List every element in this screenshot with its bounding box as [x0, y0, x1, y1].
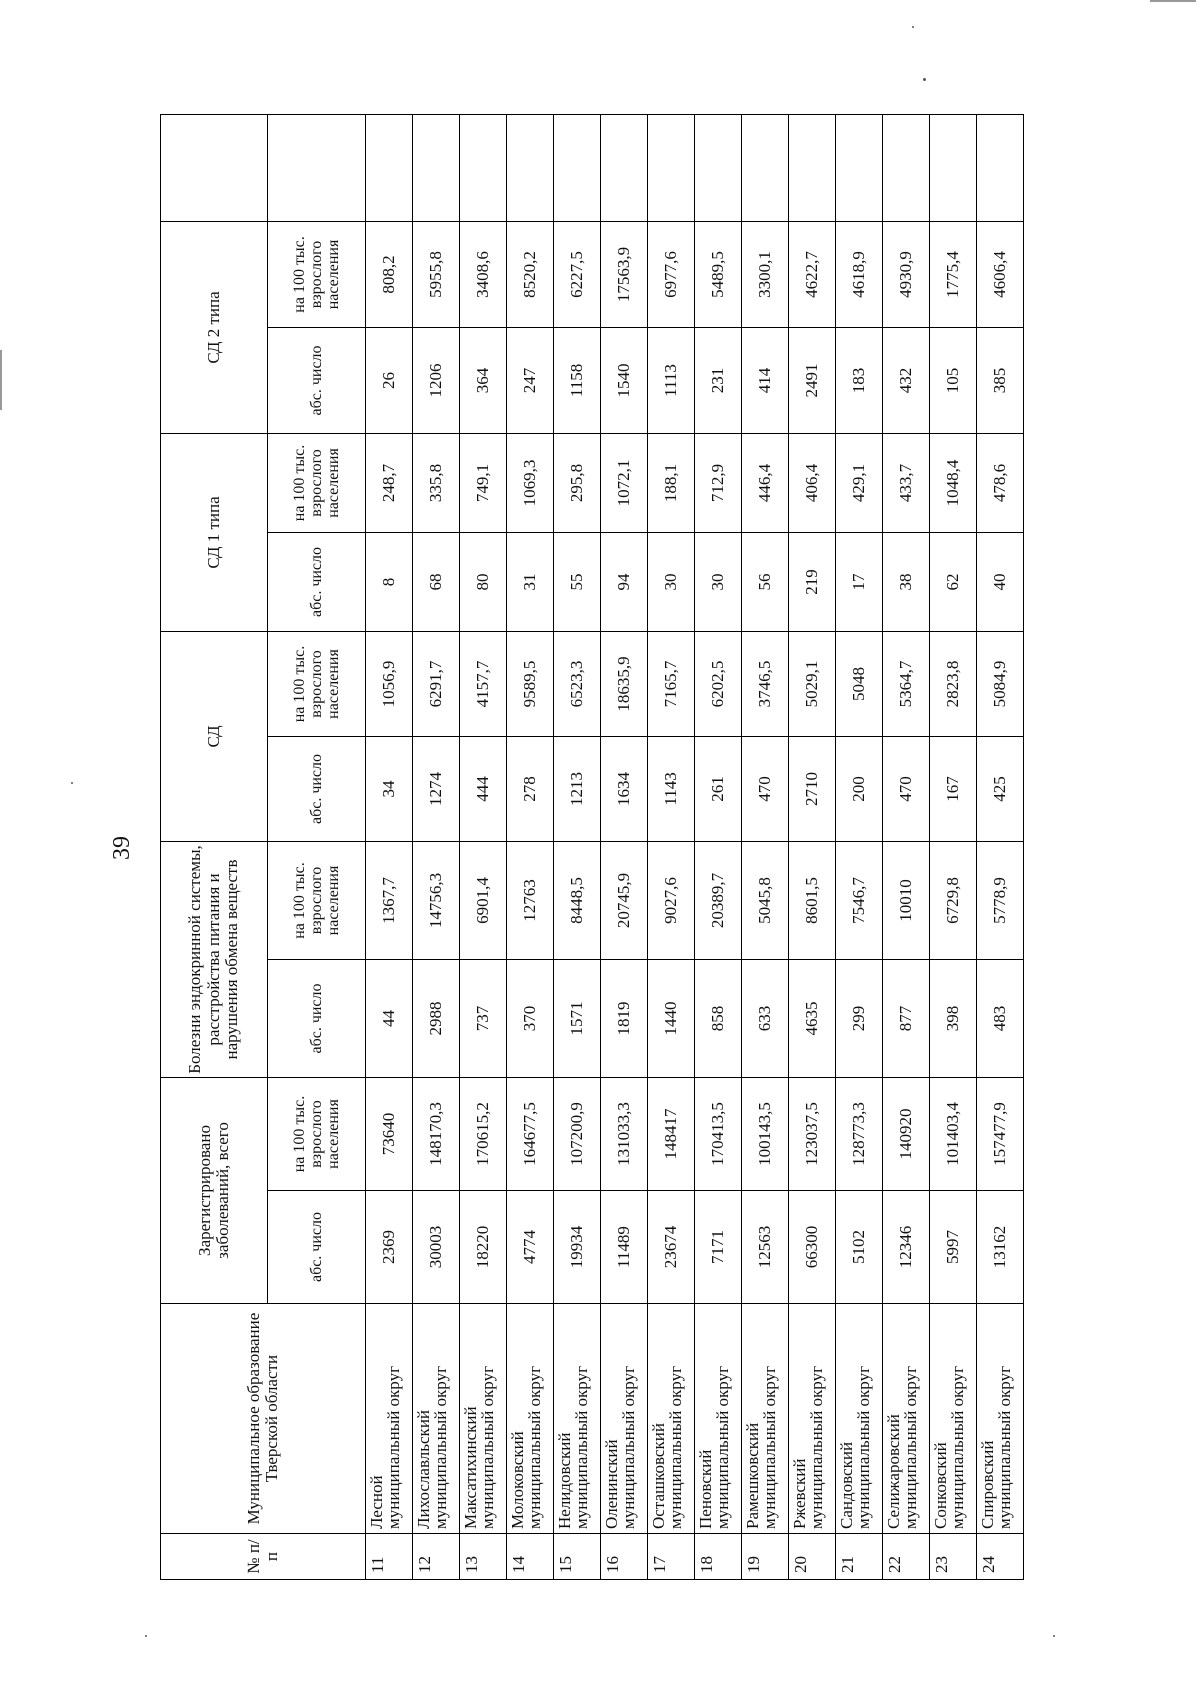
cell-sd2-abs: 231 [695, 327, 742, 433]
cell-blank [695, 114, 742, 221]
cell-sd-100: 5029,1 [789, 631, 836, 736]
cell-sd1-abs: 94 [601, 532, 648, 631]
municipality-name-line2: муниципальный округ [854, 1365, 873, 1529]
cell-reg-abs: 5997 [930, 1191, 977, 1304]
cell-sd2-100: 3300,1 [742, 221, 789, 327]
cell-end-100: 20389,7 [695, 841, 742, 959]
cell-reg-100: 148170,3 [413, 1077, 460, 1190]
cell-blank [554, 114, 601, 221]
municipality-name-line2: муниципальный округ [525, 1365, 544, 1529]
cell-reg-abs: 7171 [695, 1191, 742, 1304]
cell-sd-abs: 1634 [601, 736, 648, 841]
row-number: 20 [789, 1534, 836, 1580]
row-number: 21 [836, 1534, 883, 1580]
cell-sd1-abs: 80 [460, 532, 507, 631]
cell-reg-100: 164677,5 [507, 1077, 554, 1190]
header-endocrine: Болезни эндокринной системы, расстройства питания и нарушения обмена веществ [161, 841, 268, 1077]
cell-reg-abs: 23674 [648, 1191, 695, 1304]
municipality-name-line1: Максатихинский [461, 1406, 480, 1529]
cell-sd2-abs: 414 [742, 327, 789, 433]
cell-end-abs: 44 [366, 959, 413, 1077]
municipality-name-line2: муниципальный округ [431, 1365, 450, 1529]
cell-sd-100: 5084,9 [977, 631, 1024, 736]
cell-end-100: 10010 [883, 841, 930, 959]
municipality-name-line1: Молоковский [508, 1431, 527, 1529]
cell-reg-abs: 4774 [507, 1191, 554, 1304]
cell-reg-100: 157477,9 [977, 1077, 1024, 1190]
cell-blank [977, 114, 1024, 221]
cell-sd2-abs: 385 [977, 327, 1024, 433]
cell-sd-100: 5048 [836, 631, 883, 736]
table-row [601, 114, 648, 1579]
municipality-name [648, 1304, 695, 1534]
cell-sd1-abs: 62 [930, 532, 977, 631]
cell-sd1-100: 1048,4 [930, 433, 977, 532]
cell-sd1-100: 406,4 [789, 433, 836, 532]
cell-sd2-100: 6977,6 [648, 221, 695, 327]
cell-blank [789, 114, 836, 221]
table-row [366, 114, 413, 1579]
cell-reg-100: 101403,4 [930, 1077, 977, 1190]
cell-end-100: 5778,9 [977, 841, 1024, 959]
cell-sd2-abs: 1206 [413, 327, 460, 433]
municipality-name-line1: Ржевский [790, 1458, 809, 1529]
cell-reg-100: 100143,5 [742, 1077, 789, 1190]
cell-end-100: 5045,8 [742, 841, 789, 959]
cell-end-100: 6729,8 [930, 841, 977, 959]
cell-reg-100: 107200,9 [554, 1077, 601, 1190]
cell-sd2-100: 4622,7 [789, 221, 836, 327]
table-row [930, 114, 977, 1579]
table-row [413, 114, 460, 1579]
cell-sd2-abs: 2491 [789, 327, 836, 433]
cell-reg-abs: 5102 [836, 1191, 883, 1304]
cell-sd2-abs: 1158 [554, 327, 601, 433]
municipality-name [742, 1304, 789, 1534]
header-blank [161, 114, 268, 221]
cell-sd1-abs: 219 [789, 532, 836, 631]
header-blank-2 [268, 114, 366, 221]
cell-reg-abs: 2369 [366, 1191, 413, 1304]
scan-edge-mark [1150, 0, 1196, 2]
cell-end-100: 9027,6 [648, 841, 695, 959]
page-number: 39 [109, 836, 135, 860]
cell-sd-100: 18635,9 [601, 631, 648, 736]
cell-end-abs: 633 [742, 959, 789, 1077]
cell-sd-100: 6291,7 [413, 631, 460, 736]
cell-end-abs: 1819 [601, 959, 648, 1077]
cell-end-abs: 858 [695, 959, 742, 1077]
municipality-name-line2: муниципальный округ [478, 1365, 497, 1529]
cell-sd1-abs: 17 [836, 532, 883, 631]
cell-sd-100: 5364,7 [883, 631, 930, 736]
municipality-name [977, 1304, 1024, 1534]
cell-sd1-100: 248,7 [366, 433, 413, 532]
municipality-name [554, 1304, 601, 1534]
cell-end-abs: 877 [883, 959, 930, 1077]
cell-sd1-100: 335,8 [413, 433, 460, 532]
municipality-name [366, 1304, 413, 1534]
cell-blank [507, 114, 554, 221]
cell-sd1-abs: 68 [413, 532, 460, 631]
header-sd-per100k: на 100 тыс. взрослого населения [268, 631, 366, 736]
cell-sd-100: 7165,7 [648, 631, 695, 736]
cell-sd2-100: 8520,2 [507, 221, 554, 327]
row-number: 13 [460, 1534, 507, 1580]
header-sd1: СД 1 типа [161, 433, 268, 631]
cell-reg-abs: 18220 [460, 1191, 507, 1304]
row-number: 16 [601, 1534, 648, 1580]
cell-reg-100: 170413,5 [695, 1077, 742, 1190]
municipality-name-line1: Пеновский [696, 1449, 715, 1529]
municipality-name-line2: муниципальный округ [572, 1365, 591, 1529]
cell-sd-abs: 444 [460, 736, 507, 841]
cell-end-abs: 299 [836, 959, 883, 1077]
rotated-table-wrapper [160, 115, 1020, 1580]
statistics-table [160, 114, 1024, 1580]
cell-end-abs: 1571 [554, 959, 601, 1077]
table-row [460, 114, 507, 1579]
cell-sd-100: 4157,7 [460, 631, 507, 736]
cell-sd1-100: 429,1 [836, 433, 883, 532]
row-number: 24 [977, 1534, 1024, 1580]
municipality-name-line1: Оленинский [602, 1439, 621, 1529]
cell-reg-100: 170615,2 [460, 1077, 507, 1190]
cell-reg-100: 148417 [648, 1077, 695, 1190]
cell-end-100: 14756,3 [413, 841, 460, 959]
cell-sd-abs: 2710 [789, 736, 836, 841]
cell-sd-abs: 167 [930, 736, 977, 841]
municipality-name-line2: муниципальный округ [901, 1365, 920, 1529]
cell-sd-100: 6523,3 [554, 631, 601, 736]
municipality-name-line1: Сонковский [931, 1442, 950, 1529]
cell-reg-abs: 11489 [601, 1191, 648, 1304]
cell-sd-abs: 1213 [554, 736, 601, 841]
cell-sd-abs: 470 [883, 736, 930, 841]
cell-sd1-100: 433,7 [883, 433, 930, 532]
municipality-name-line2: муниципальный округ [713, 1365, 732, 1529]
table-row [742, 114, 789, 1579]
row-number: 11 [366, 1534, 413, 1580]
cell-sd1-100: 712,9 [695, 433, 742, 532]
municipality-name [836, 1304, 883, 1534]
header-municipality: Муниципальное образование Тверской области [161, 1304, 366, 1534]
cell-sd2-100: 4930,9 [883, 221, 930, 327]
cell-sd1-100: 749,1 [460, 433, 507, 532]
header-sd1-abs: абс. число [268, 532, 366, 631]
header-end-abs: абс. число [268, 959, 366, 1077]
municipality-name-line2: муниципальный округ [995, 1365, 1014, 1529]
cell-sd1-abs: 8 [366, 532, 413, 631]
row-number: 12 [413, 1534, 460, 1580]
cell-end-abs: 370 [507, 959, 554, 1077]
municipality-name [789, 1304, 836, 1534]
cell-end-100: 6901,4 [460, 841, 507, 959]
cell-end-100: 7546,7 [836, 841, 883, 959]
municipality-name [883, 1304, 930, 1534]
cell-blank [413, 114, 460, 221]
cell-reg-abs: 19934 [554, 1191, 601, 1304]
cell-sd2-100: 4606,4 [977, 221, 1024, 327]
cell-reg-abs: 66300 [789, 1191, 836, 1304]
cell-blank [836, 114, 883, 221]
cell-end-100: 20745,9 [601, 841, 648, 959]
municipality-name-line2: муниципальный округ [948, 1365, 967, 1529]
cell-sd-abs: 278 [507, 736, 554, 841]
municipality-name [413, 1304, 460, 1534]
header-sd2-per100k: на 100 тыс. взрослого населения [268, 221, 366, 327]
cell-reg-100: 73640 [366, 1077, 413, 1190]
cell-end-100: 8448,5 [554, 841, 601, 959]
cell-sd2-100: 1775,4 [930, 221, 977, 327]
cell-sd1-abs: 31 [507, 532, 554, 631]
table-row [554, 114, 601, 1579]
cell-sd2-100: 4618,9 [836, 221, 883, 327]
cell-reg-abs: 13162 [977, 1191, 1024, 1304]
cell-blank [601, 114, 648, 221]
cell-end-abs: 483 [977, 959, 1024, 1077]
cell-reg-abs: 30003 [413, 1191, 460, 1304]
cell-sd-abs: 1143 [648, 736, 695, 841]
cell-blank [883, 114, 930, 221]
cell-sd-100: 3746,5 [742, 631, 789, 736]
header-sd1-per100k: на 100 тыс. взрослого населения [268, 433, 366, 532]
cell-sd-100: 6202,5 [695, 631, 742, 736]
header-sd: СД [161, 631, 268, 841]
cell-sd2-100: 5489,5 [695, 221, 742, 327]
header-sd2-abs: абс. число [268, 327, 366, 433]
cell-sd2-abs: 432 [883, 327, 930, 433]
table-row [836, 114, 883, 1579]
cell-sd1-abs: 55 [554, 532, 601, 631]
municipality-name-line1: Селижаровский [884, 1414, 903, 1529]
cell-sd1-abs: 38 [883, 532, 930, 631]
municipality-name-line2: муниципальный округ [666, 1365, 685, 1529]
cell-sd1-100: 446,4 [742, 433, 789, 532]
cell-sd2-abs: 247 [507, 327, 554, 433]
cell-reg-abs: 12563 [742, 1191, 789, 1304]
cell-sd2-100: 17563,9 [601, 221, 648, 327]
cell-sd2-abs: 1113 [648, 327, 695, 433]
cell-sd2-abs: 364 [460, 327, 507, 433]
cell-sd-abs: 34 [366, 736, 413, 841]
municipality-name [601, 1304, 648, 1534]
cell-sd1-abs: 40 [977, 532, 1024, 631]
cell-reg-100: 123037,5 [789, 1077, 836, 1190]
cell-reg-abs: 12346 [883, 1191, 930, 1304]
cell-sd2-100: 5955,8 [413, 221, 460, 327]
row-number: 19 [742, 1534, 789, 1580]
cell-sd1-100: 1072,1 [601, 433, 648, 532]
cell-sd-abs: 261 [695, 736, 742, 841]
municipality-name-line2: муниципальный округ [619, 1365, 638, 1529]
municipality-name-line1: Лесной [367, 1475, 386, 1529]
cell-end-abs: 4635 [789, 959, 836, 1077]
row-number: 23 [930, 1534, 977, 1580]
municipality-name-line1: Осташковский [649, 1423, 668, 1529]
cell-blank [930, 114, 977, 221]
table-row [977, 114, 1024, 1579]
cell-sd-abs: 200 [836, 736, 883, 841]
cell-end-abs: 398 [930, 959, 977, 1077]
header-sd2: СД 2 типа [161, 221, 268, 433]
cell-reg-100: 131033,3 [601, 1077, 648, 1190]
header-num: № п/п [161, 1534, 366, 1580]
cell-sd2-100: 3408,6 [460, 221, 507, 327]
header-end-per100k: на 100 тыс. взрослого населения [268, 841, 366, 959]
header-reg-abs: абс. число [268, 1191, 366, 1304]
municipality-name [930, 1304, 977, 1534]
cell-sd-100: 1056,9 [366, 631, 413, 736]
cell-blank [460, 114, 507, 221]
table-row [883, 114, 930, 1579]
cell-reg-100: 128773,3 [836, 1077, 883, 1190]
cell-sd1-abs: 30 [695, 532, 742, 631]
row-number: 22 [883, 1534, 930, 1580]
municipality-name [507, 1304, 554, 1534]
cell-sd2-abs: 183 [836, 327, 883, 433]
row-number: 17 [648, 1534, 695, 1580]
cell-end-100: 8601,5 [789, 841, 836, 959]
municipality-name [695, 1304, 742, 1534]
row-number: 18 [695, 1534, 742, 1580]
municipality-name-line1: Сандовский [837, 1441, 856, 1529]
cell-blank [648, 114, 695, 221]
table-row [789, 114, 836, 1579]
row-number: 15 [554, 1534, 601, 1580]
cell-sd2-abs: 1540 [601, 327, 648, 433]
cell-end-abs: 1440 [648, 959, 695, 1077]
header-reg-per100k: на 100 тыс. взрослого населения [268, 1077, 366, 1190]
municipality-name-line1: Нелидовский [555, 1432, 574, 1529]
cell-sd1-abs: 30 [648, 532, 695, 631]
cell-sd1-100: 188,1 [648, 433, 695, 532]
table-row [648, 114, 695, 1579]
table-header [161, 114, 366, 1579]
cell-end-abs: 737 [460, 959, 507, 1077]
municipality-name-line1: Лихославльский [414, 1409, 433, 1529]
cell-sd1-100: 478,6 [977, 433, 1024, 532]
cell-reg-100: 140920 [883, 1077, 930, 1190]
cell-sd2-abs: 26 [366, 327, 413, 433]
cell-blank [742, 114, 789, 221]
cell-sd-100: 2823,8 [930, 631, 977, 736]
scan-edge-mark-left [0, 350, 2, 410]
cell-end-100: 1367,7 [366, 841, 413, 959]
cell-blank [366, 114, 413, 221]
table-row [507, 114, 554, 1579]
cell-sd2-100: 808,2 [366, 221, 413, 327]
cell-sd2-100: 6227,5 [554, 221, 601, 327]
municipality-name-line2: муниципальный округ [760, 1365, 779, 1529]
cell-sd-abs: 1274 [413, 736, 460, 841]
cell-sd1-100: 295,8 [554, 433, 601, 532]
table-body [366, 114, 1024, 1579]
cell-sd-abs: 425 [977, 736, 1024, 841]
cell-sd-abs: 470 [742, 736, 789, 841]
header-registered: Зарегистрировано заболеваний, всего [161, 1077, 268, 1303]
row-number: 14 [507, 1534, 554, 1580]
cell-sd1-abs: 56 [742, 532, 789, 631]
cell-end-100: 12763 [507, 841, 554, 959]
municipality-name [460, 1304, 507, 1534]
table-row [695, 114, 742, 1579]
municipality-name-line2: муниципальный округ [807, 1365, 826, 1529]
cell-sd-100: 9589,5 [507, 631, 554, 736]
cell-sd2-abs: 105 [930, 327, 977, 433]
municipality-name-line2: муниципальный округ [384, 1365, 403, 1529]
cell-sd1-100: 1069,3 [507, 433, 554, 532]
header-sd-abs: абс. число [268, 736, 366, 841]
municipality-name-line1: Рамешковский [743, 1422, 762, 1529]
municipality-name-line1: Спировский [978, 1440, 997, 1529]
cell-end-abs: 2988 [413, 959, 460, 1077]
